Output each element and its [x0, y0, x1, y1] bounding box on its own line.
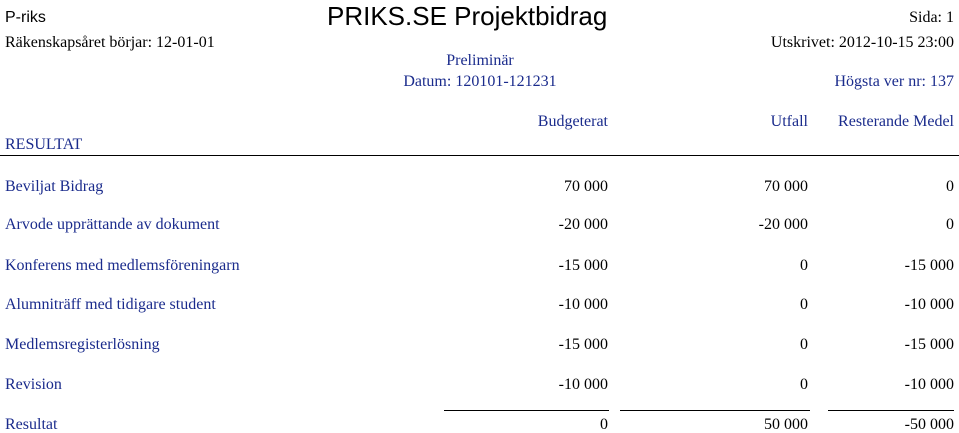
- column-header-budget: Budgeterat: [537, 113, 608, 130]
- row-label: Konferens med medlemsföreningarn: [5, 257, 240, 274]
- total-underline-utfall: [620, 410, 810, 411]
- column-header-rest: Resterande Medel: [838, 113, 954, 130]
- status-preliminary: Preliminär: [446, 52, 514, 69]
- row-utfall: -20 000: [758, 216, 808, 233]
- row-budget: -15 000: [558, 336, 608, 353]
- section-title: RESULTAT: [5, 136, 83, 153]
- total-budget: 0: [600, 416, 608, 433]
- row-utfall: 0: [800, 257, 808, 274]
- row-rest: 0: [946, 178, 954, 195]
- date-range: Datum: 120101-121231: [403, 73, 557, 90]
- row-label: Arvode upprättande av dokument: [5, 216, 220, 233]
- row-rest: -10 000: [904, 376, 954, 393]
- row-rest: -15 000: [904, 257, 954, 274]
- row-label: Medlemsregisterlösning: [5, 336, 160, 353]
- column-header-utfall: Utfall: [770, 113, 808, 130]
- row-budget: -10 000: [558, 376, 608, 393]
- printed-date: Utskrivet: 2012-10-15 23:00: [770, 34, 954, 51]
- total-utfall: 50 000: [764, 416, 808, 433]
- row-rest: -10 000: [904, 296, 954, 313]
- fiscal-year: Räkenskapsåret börjar: 12-01-01: [5, 34, 215, 51]
- row-budget: -20 000: [558, 216, 608, 233]
- highest-ver: Högsta ver nr: 137: [834, 73, 954, 90]
- page-number: Sida: 1: [909, 9, 954, 26]
- row-label: Beviljat Bidrag: [5, 178, 104, 195]
- row-label: Alumniträff med tidigare student: [5, 296, 216, 313]
- total-rest: -50 000: [904, 416, 954, 433]
- report-title: PRIKS.SE Projektbidrag: [327, 1, 608, 31]
- row-label: Revision: [5, 376, 62, 393]
- row-utfall: 0: [800, 336, 808, 353]
- row-utfall: 0: [800, 296, 808, 313]
- total-label: Resultat: [5, 416, 58, 433]
- row-budget: -10 000: [558, 296, 608, 313]
- row-budget: -15 000: [558, 257, 608, 274]
- row-budget: 70 000: [564, 178, 608, 195]
- company-name: P-riks: [5, 9, 46, 26]
- row-rest: 0: [946, 216, 954, 233]
- row-utfall: 0: [800, 376, 808, 393]
- total-underline-rest: [828, 410, 954, 411]
- row-rest: -15 000: [904, 336, 954, 353]
- total-underline-budget: [444, 410, 609, 411]
- row-utfall: 70 000: [764, 178, 808, 195]
- section-divider: [0, 155, 959, 156]
